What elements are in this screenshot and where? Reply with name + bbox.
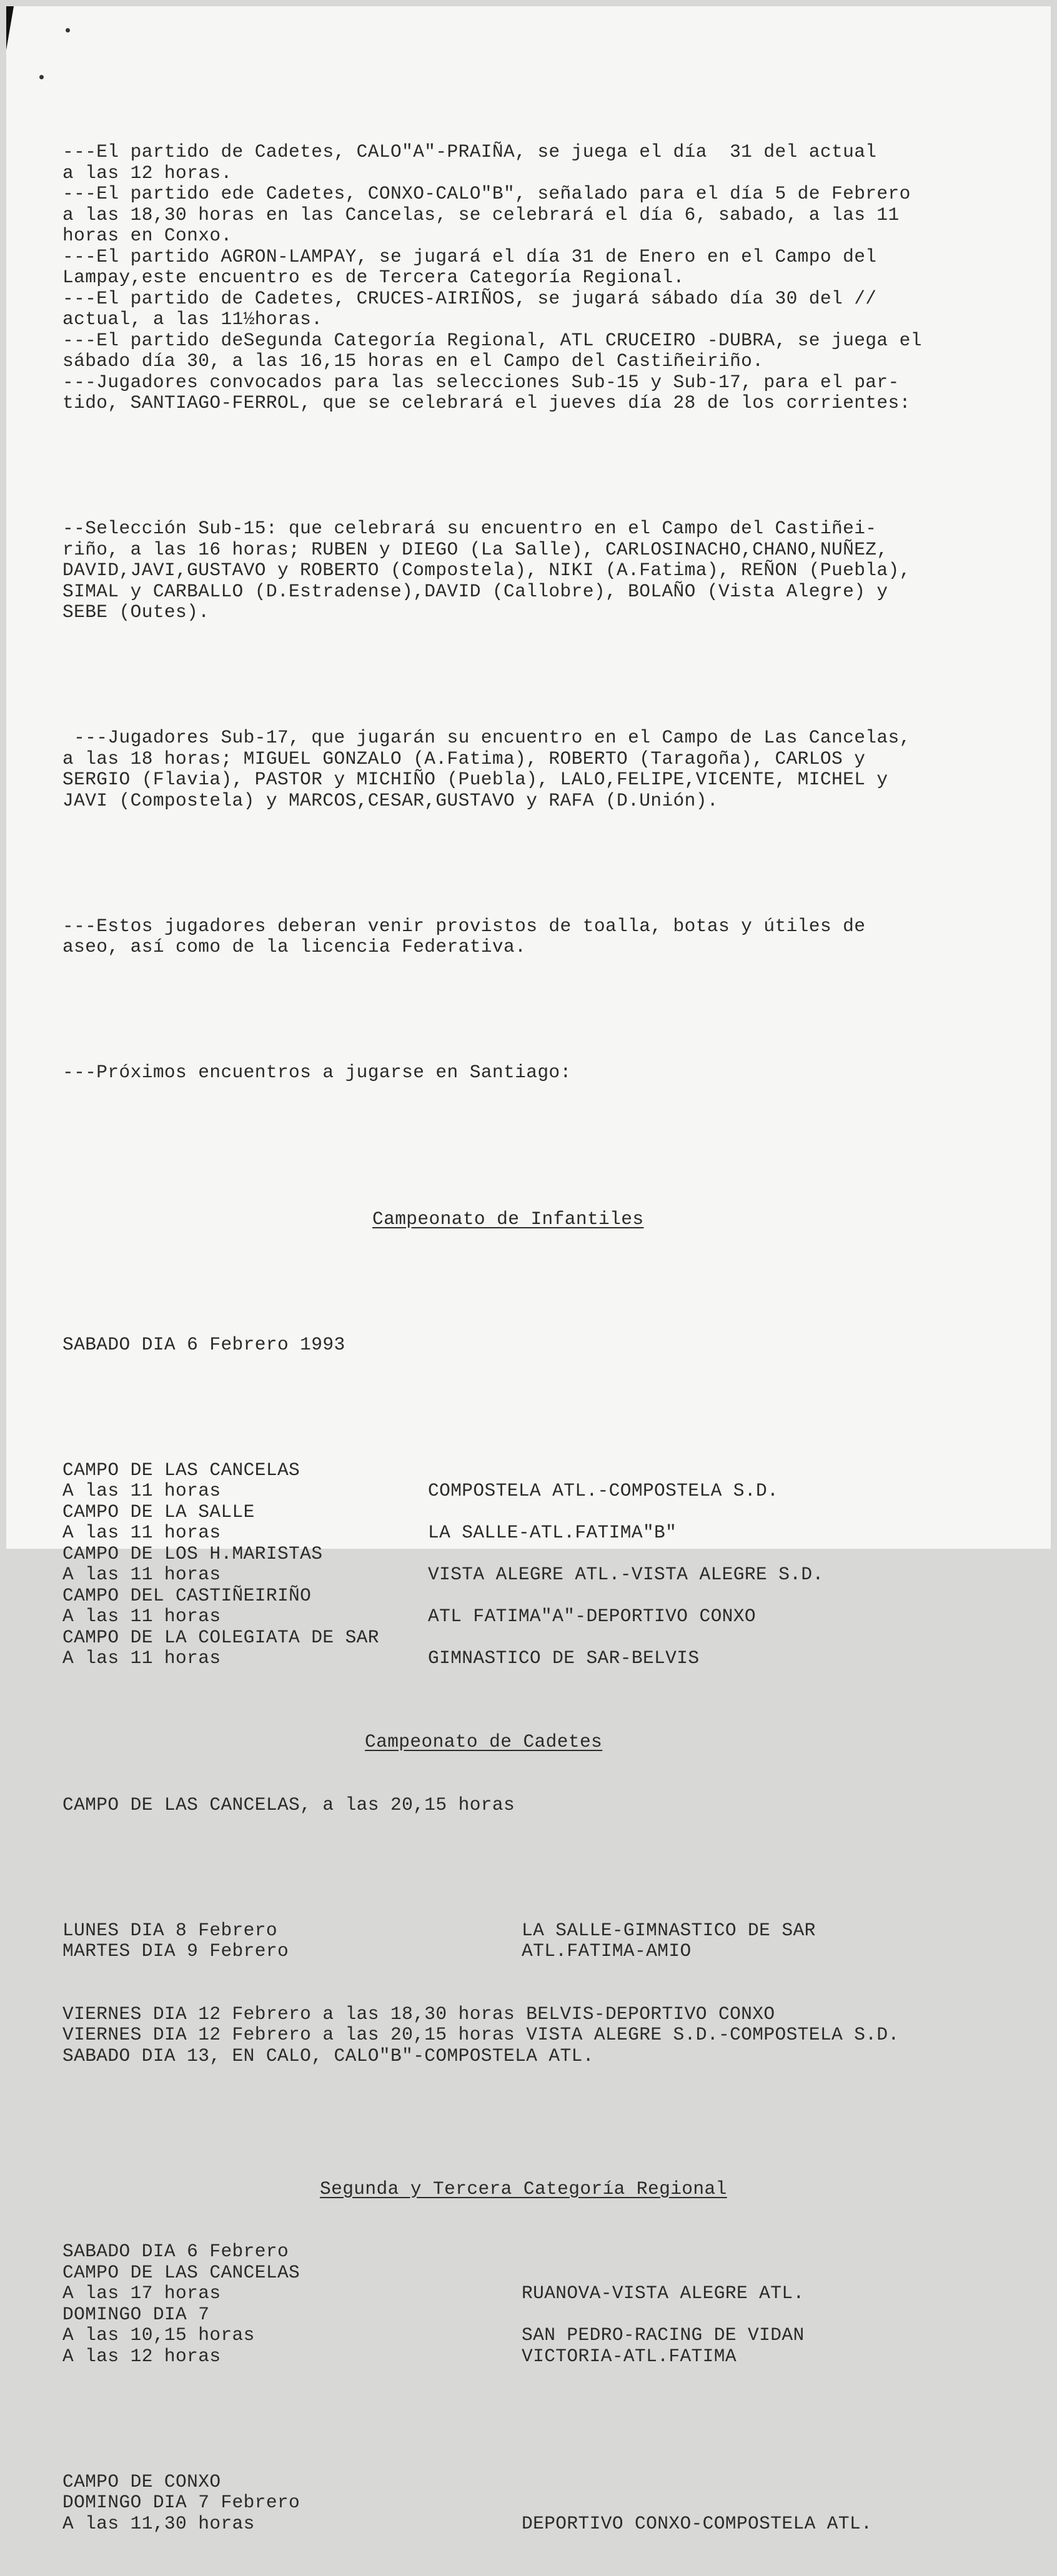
schedule-row [62,1502,1037,1523]
schedule-match [428,1544,1037,1565]
schedule-match: RUANOVA-VISTA ALEGRE ATL. [522,2282,805,2304]
text-line: ---Estos jugadores deberan venir provistos de toalla, botas y útiles de [62,915,866,937]
schedule-when: A las 10,15 horas [62,2324,255,2346]
schedule-when: A las 11 horas [62,1647,221,1669]
schedule-row [62,1627,1037,1649]
schedule-row [62,1460,1037,1481]
schedule-when: CAMPO DE LAS CANCELAS [62,2261,300,2283]
schedule-when: CAMPO DE LOS H.MARISTAS [62,1542,323,1564]
cadetes-extra [62,2004,1037,2067]
schedule-match: SAN PEDRO-RACING DE VIDAN [522,2324,805,2346]
schedule-row [62,2263,1037,2284]
schedule-match [428,1627,1037,1649]
schedule-row [62,1586,1037,1607]
infantiles-heading: Campeonato de Infantiles [372,1208,644,1230]
typed-text [62,100,1037,2576]
schedule-row [62,1648,1037,1669]
text-line: VIERNES DIA 12 Febrero a las 18,30 horas BELVIS-DEPORTIVO CONXO [62,2003,775,2025]
schedule-match: ATL.FATIMA-AMIO [522,1940,692,1962]
text-line: SIMAL y CARBALLO (D.Estradense),DAVID (Callobre), BOLAÑO (Vista Alegre) y [62,580,888,602]
text-line: ---Jugadores Sub-17, que jugarán su encuentro en el Campo de Las Cancelas, [62,727,911,748]
document-page [6,6,1051,2534]
text-line: ---El partido ede Cadetes, CONXO-CALO"B", señalado para el día 5 de Febrero [62,183,911,204]
schedule-match: VISTA ALEGRE ATL.-VISTA ALEGRE S.D. [428,1564,824,1585]
infantiles-schedule [62,1460,1037,1669]
schedule-when: A las 11,30 horas [62,2512,255,2534]
sub15-block [62,518,1037,623]
text-line: SERGIO (Flavia), PASTOR y MICHIÑO (Puebla), LALO,FELIPE,VICENTE, MICHEL y [62,769,888,790]
schedule-match [428,1502,1037,1523]
news-block [62,142,1037,414]
sub17-block [62,728,1037,811]
text-line: Lampay,este encuentro es de Tercera Categoría Regional. [62,267,685,288]
schedule-when: A las 11 horas [62,1522,221,1543]
text-line: JAVI (Compostela) y MARCOS,CESAR,GUSTAVO y RAFA (D.Unión). [62,789,718,811]
regional-schedule [62,2241,1037,2367]
text-line: --Selección Sub-15: que celebrará su encuentro en el Campo del Castiñei- [62,518,877,539]
schedule-row [62,1941,1037,1962]
infantiles-date: SABADO DIA 6 Febrero 1993 [62,1333,345,1355]
schedule-match: VICTORIA-ATL.FATIMA [522,2345,737,2367]
schedule-match [428,1586,1037,1607]
schedule-match: GIMNASTICO DE SAR-BELVIS [428,1647,700,1669]
schedule-when: A las 12 horas [62,2345,221,2367]
schedule-row [62,1481,1037,1502]
schedule-when: MARTES DIA 9 Febrero [62,1940,289,1962]
schedule-when: A las 11 horas [62,1480,221,1501]
schedule-when: A las 17 horas [62,2282,221,2304]
regional-heading: Segunda y Tercera Categoría Regional [320,2178,727,2199]
cadetes-schedule [62,1920,1037,1962]
text-line: ---El partido AGRON-LAMPAY, se jugará el día 31 de Enero en el Campo del [62,245,877,267]
schedule-row [62,1606,1037,1627]
schedule-row [62,2346,1037,2367]
cadetes-heading: Campeonato de Cadetes [365,1731,603,1752]
schedule-match: LA SALLE-ATL.FATIMA"B" [428,1522,677,1543]
text-line: tido, SANTIAGO-FERROL, que se celebrará el jueves día 28 de los corrientes: [62,392,911,413]
schedule-row [62,1522,1037,1544]
schedule-row [62,2325,1037,2346]
text-line: actual, a las 11½horas. [62,308,323,330]
schedule-match [522,2304,1037,2326]
text-line: DAVID,JAVI,GUSTAVO y ROBERTO (Compostela), NIKI (A.Fatima), REÑON (Puebla), [62,560,911,581]
schedule-row [62,2492,1037,2514]
schedule-when: CAMPO DE LAS CANCELAS [62,1459,300,1481]
schedule-row [62,2304,1037,2326]
text-line: ---Jugadores convocados para las selecciones Sub-15 y Sub-17, para el par- [62,371,900,393]
schedule-match: COMPOSTELA ATL.-COMPOSTELA S.D. [428,1480,779,1501]
scan-corner-mark [6,6,14,50]
schedule-when: DOMINGO DIA 7 [62,2303,210,2325]
text-line: a las 18,30 horas en las Cancelas, se celebrará el día 6, sabado, a las 11 [62,204,900,225]
schedule-row [62,1544,1037,1565]
schedule-row [62,2283,1037,2304]
schedule-when: SABADO DIA 6 Febrero [62,2241,289,2262]
scan-speck [39,75,44,79]
upcoming-intro: ---Próximos encuentros a jugarse en Santiago: [62,1062,572,1083]
scan-speck [66,28,70,32]
schedule-when: DOMINGO DIA 7 Febrero [62,2492,300,2513]
schedule-row [62,2472,1037,2493]
schedule-match: ATL FATIMA"A"-DEPORTIVO CONXO [428,1606,756,1627]
text-line: horas en Conxo. [62,225,232,246]
schedule-match [522,2472,1037,2493]
text-line: a las 12 horas. [62,162,232,184]
schedule-when: A las 11 horas [62,1564,221,1585]
schedule-when: CAMPO DE CONXO [62,2470,221,2492]
schedule-match [522,2263,1037,2284]
schedule-row [62,2241,1037,2263]
schedule-match [522,2492,1037,2514]
text-line: ---El partido deSegunda Categoría Regional, ATL CRUCEIRO -DUBRA, se juega el [62,329,922,351]
schedule-row [62,2514,1037,2535]
text-line: riño, a las 16 horas; RUBEN y DIEGO (La Salle), CARLOSINACHO,CHANO,NUÑEZ, [62,538,888,560]
schedule-when: LUNES DIA 8 Febrero [62,1919,277,1941]
text-line: VIERNES DIA 12 Febrero a las 20,15 horas VISTA ALEGRE S.D.-COMPOSTELA S.D. [62,2024,900,2045]
cadetes-venue: CAMPO DE LAS CANCELAS, a las 20,15 horas [62,1794,515,1815]
text-line: aseo, así como de la licencia Federativa. [62,936,527,957]
schedule-when: CAMPO DE LA SALLE [62,1501,255,1522]
schedule-match: LA SALLE-GIMNASTICO DE SAR [522,1919,816,1941]
text-line: a las 18 horas; MIGUEL GONZALO (A.Fatima), ROBERTO (Taragoña), CARLOS y [62,748,866,769]
schedule-match: DEPORTIVO CONXO-COMPOSTELA ATL. [522,2512,873,2534]
schedule-match [522,2241,1037,2263]
schedule-match [428,1460,1037,1481]
schedule-when: CAMPO DEL CASTIÑEIRIÑO [62,1584,312,1606]
text-line: ---El partido de Cadetes, CALO"A"-PRAIÑA, se juega el día 31 del actual [62,141,877,162]
schedule-row [62,1564,1037,1586]
schedule-row [62,1920,1037,1942]
equipment-block [62,916,1037,958]
text-line: SEBE (Outes). [62,601,210,623]
schedule-when: A las 11 horas [62,1606,221,1627]
text-line: SABADO DIA 13, EN CALO, CALO"B"-COMPOSTELA ATL. [62,2045,594,2066]
text-line: ---El partido de Cadetes, CRUCES-AIRIÑOS, se jugará sábado día 30 del // [62,287,877,309]
schedule-when: CAMPO DE LA COLEGIATA DE SAR [62,1626,379,1648]
regional-schedule-conxo [62,2472,1037,2535]
text-line: sábado día 30, a las 16,15 horas en el Campo del Castiñeiriño. [62,350,764,372]
